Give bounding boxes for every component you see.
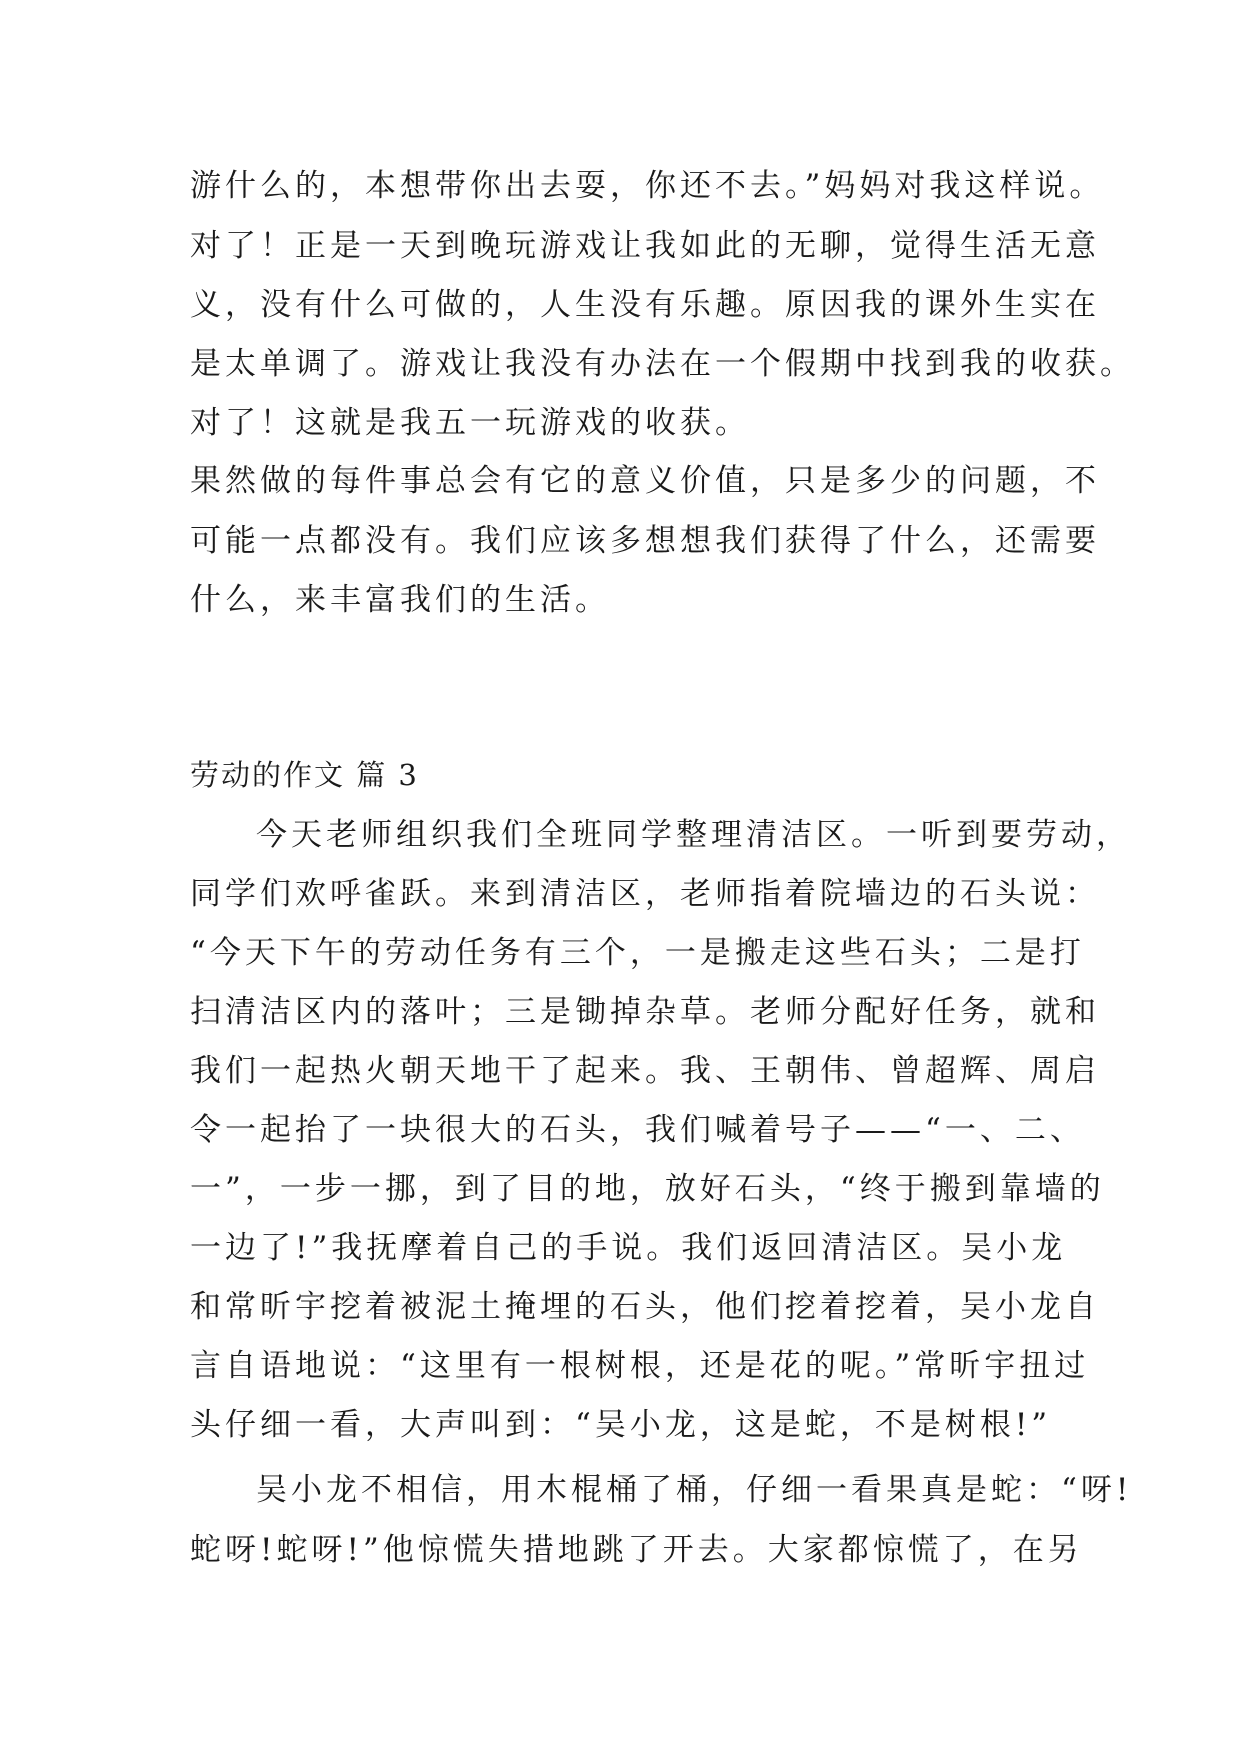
paragraph-line: 和常昕宇挖着被泥土掩埋的石头，他们挖着挖着，吴小龙自 bbox=[190, 1289, 1100, 1325]
intro-line: 可能一点都没有。我们应该多想想我们获得了什么，还需要 bbox=[190, 523, 1100, 559]
intro-line: 对了！正是一天到晚玩游戏让我如此的无聊，觉得生活无意 bbox=[190, 228, 1100, 264]
paragraph-line: 蛇呀!蛇呀!”他惊慌失措地跳了开去。大家都惊慌了，在另 bbox=[190, 1532, 1083, 1568]
intro-line: 果然做的每件事总会有它的意义价值，只是多少的问题，不 bbox=[190, 463, 1100, 499]
section-heading: 劳动的作文 篇 3 bbox=[190, 758, 419, 792]
paragraph-line: 一边了!”我抚摩着自己的手说。我们返回清洁区。吴小龙 bbox=[190, 1230, 1067, 1266]
paragraph-line: 头仔细一看，大声叫到：“吴小龙，这是蛇，不是树根!” bbox=[190, 1407, 1052, 1443]
intro-line: 义，没有什么可做的，人生没有乐趣。原因我的课外生实在 bbox=[190, 287, 1100, 323]
paragraph-line: 今天老师组织我们全班同学整理清洁区。一听到要劳动， bbox=[256, 817, 1131, 853]
intro-line: 游什么的，本想带你出去耍，你还不去。”妈妈对我这样说。 bbox=[190, 168, 1105, 204]
paragraph-line: 一”，一步一挪，到了目的地，放好石头，“终于搬到靠墙的 bbox=[190, 1171, 1105, 1207]
intro-line: 什么，来丰富我们的生活。 bbox=[190, 582, 610, 618]
paragraph-line: 我们一起热火朝天地干了起来。我、王朝伟、曾超辉、周启 bbox=[190, 1053, 1100, 1089]
paragraph-line: 令一起抬了一块很大的石头，我们喊着号子——“一、二、 bbox=[190, 1112, 1085, 1148]
paragraph-line: 扫清洁区内的落叶；三是锄掉杂草。老师分配好任务，就和 bbox=[190, 994, 1100, 1030]
intro-line: 是太单调了。游戏让我没有办法在一个假期中找到我的收获。 bbox=[190, 346, 1135, 382]
intro-line: 对了！这就是我五一玩游戏的收获。 bbox=[190, 405, 750, 441]
paragraph-line: 吴小龙不相信，用木棍桶了桶，仔细一看果真是蛇：“呀! bbox=[256, 1472, 1133, 1508]
paragraph-line: 同学们欢呼雀跃。来到清洁区，老师指着院墙边的石头说： bbox=[190, 876, 1100, 912]
paragraph-line: “今天下午的劳动任务有三个，一是搬走这些石头；二是打 bbox=[190, 935, 1085, 971]
paragraph-line: 言自语地说：“这里有一根树根，还是花的呢。”常昕宇扭过 bbox=[190, 1348, 1090, 1384]
